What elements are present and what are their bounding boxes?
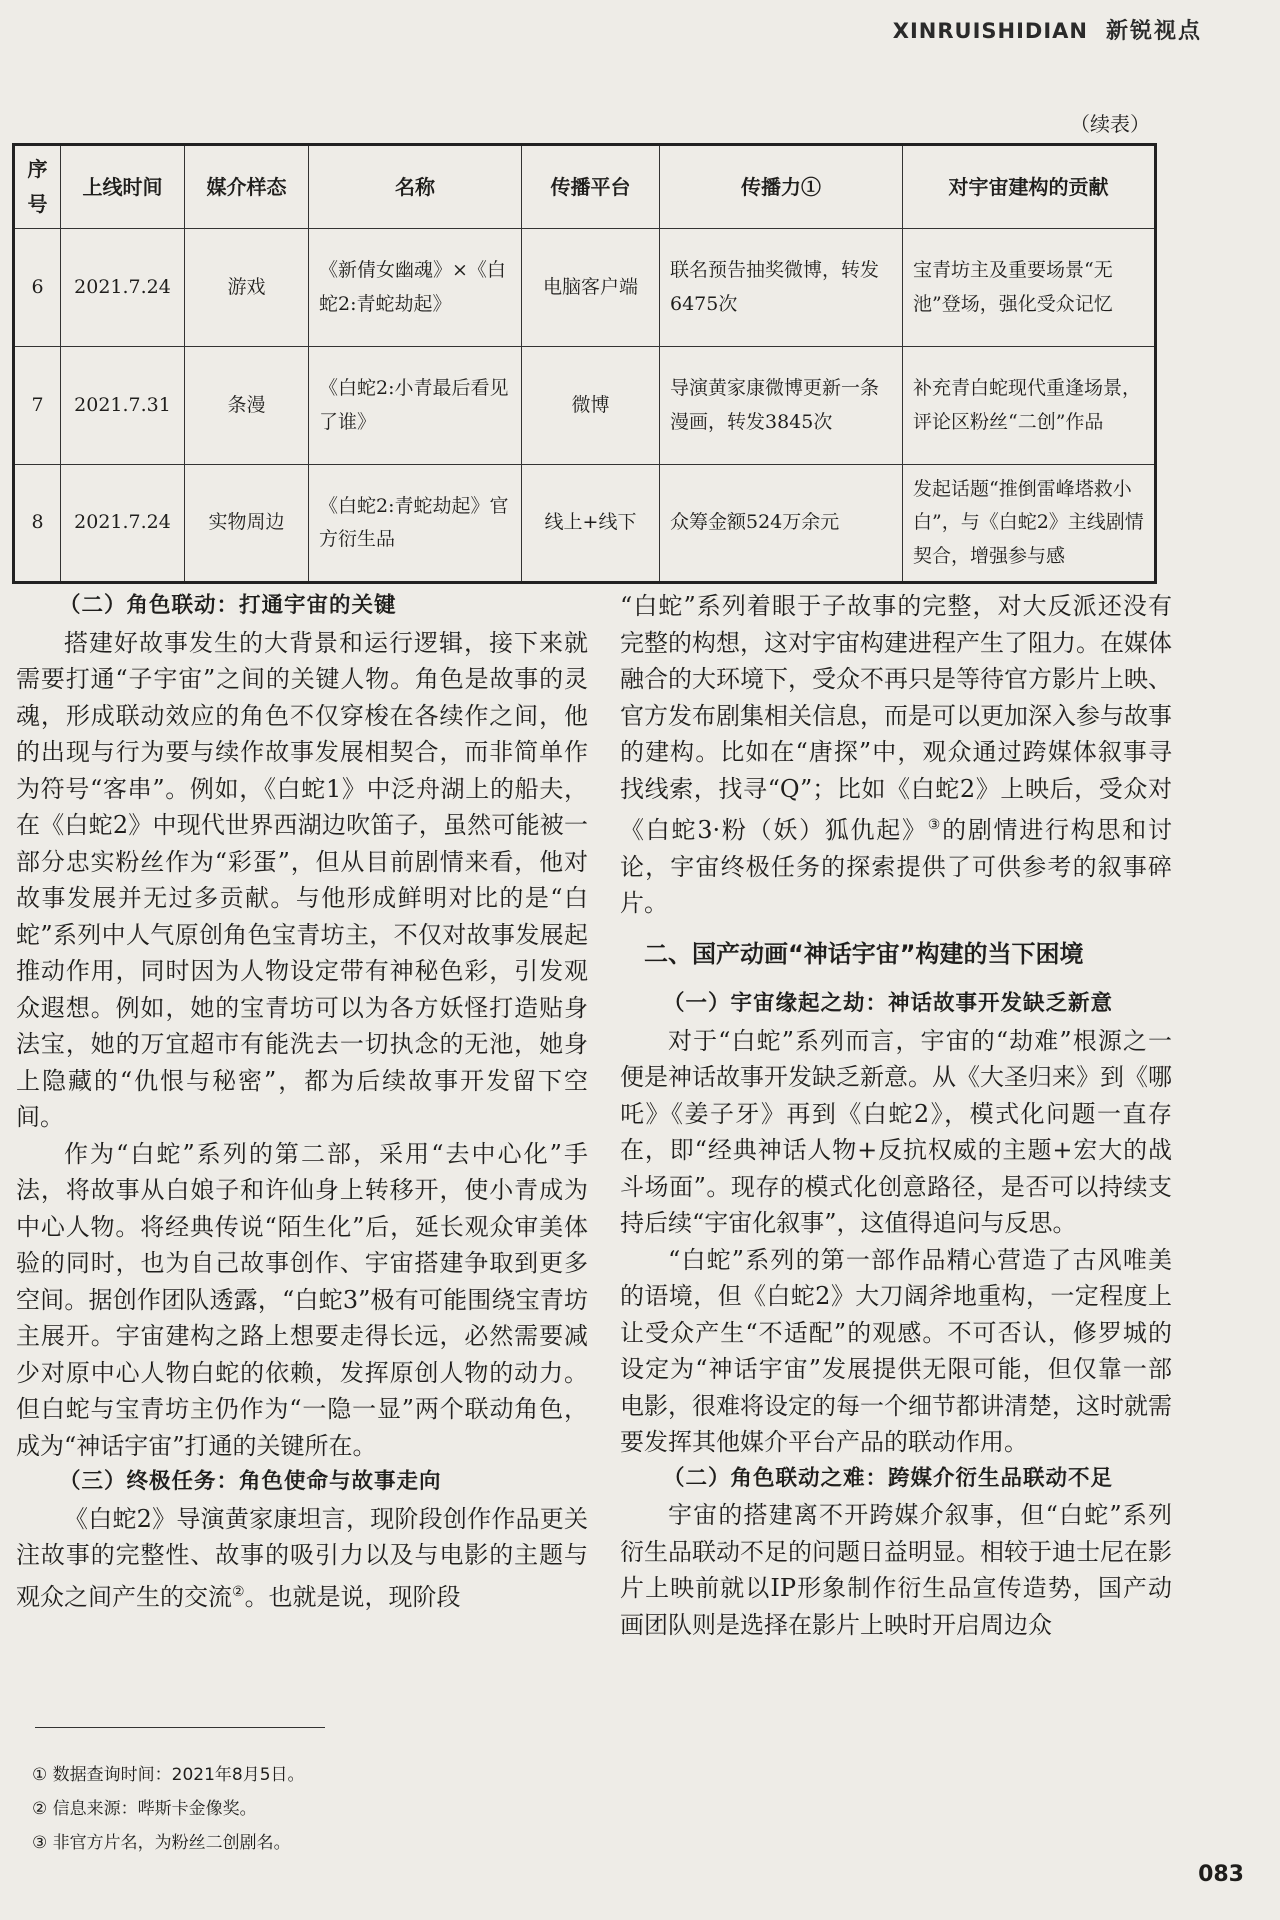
table-cell: 6: [14, 229, 61, 347]
footnote-divider: [35, 1727, 325, 1728]
header-cell: 上线时间: [61, 145, 185, 229]
table-header-row: [14, 145, 1156, 229]
table-cell: 8: [14, 465, 61, 583]
page-number: 083: [1198, 1862, 1244, 1887]
table-cell: 条漫: [185, 347, 309, 465]
paragraph: 对于“白蛇”系列而言，宇宙的“劫难”根源之一便是神话故事开发缺乏新意。从《大圣归来》到《哪吒》《姜子牙》再到《白蛇2》，模式化问题一直存在，即“经典神话人物+反抗权威的主题+宏大的战斗场面”。现存的模式化创意路径，是否可以持续支持后续“宇宙化叙事”，这值得追问与反思。: [620, 1026, 1172, 1237]
table-cell: 《白蛇2:小青最后看见了谁》: [309, 347, 522, 465]
table-cell: 《白蛇2:青蛇劫起》官方衍生品: [309, 465, 522, 583]
table-cell: 7: [14, 347, 61, 465]
section-subheading: （三）终极任务：角色使命与故事走向: [59, 1469, 442, 1494]
running-header: [893, 14, 1202, 45]
section-subheading: （一）宇宙缘起之劫：神话故事开发缺乏新意: [663, 991, 1114, 1016]
table-cell: 线上+线下: [522, 465, 660, 583]
paragraph: [620, 588, 1172, 922]
header-cell: 对宇宙建构的贡献: [903, 145, 1156, 229]
header-chinese: 新锐视点: [1105, 19, 1202, 44]
paragraph-text: 《白蛇2》导演黄家康坦言，现阶段创作作品更关注故事的完整性、故事的吸引力以及与电影的主题与观众之间产生的交流: [16, 1504, 588, 1611]
right-column: [620, 588, 1172, 1643]
paragraph: 作为“白蛇”系列的第二部，采用“去中心化”手法，将故事从白娘子和许仙身上转移开，使小青成为中心人物。将经典传说“陌生化”后，延长观众审美体验的同时，也为自己故事创作、宇宙搭建争取到更多空间。据创作团队透露，“白蛇3”极有可能围绕宝青坊主展开。宇宙建构之路上想要走得长远，必然需要减少对原中心人物白蛇的依赖，发挥原创人物的动力。但白蛇与宝青坊主仍作为“一隐一显”两个联动角色，成为“神话宇宙”打通的关键所在。: [16, 1139, 588, 1460]
paragraph-text: “白蛇”系列着眼于子故事的完整，对大反派还没有完整的构想，这对宇宙构建进程产生了阻力。在媒体融合的大环境下，受众不再只是等待官方影片上映、官方发布剧集相关信息，而是可以更加深入参与故事的建构。比如在“唐探”中，观众通过跨媒体叙事寻找线索，找寻“Q”；比如《白蛇2》上映后，受众对《白蛇3·粉（妖）狐仇起》: [620, 592, 1172, 844]
header-cell: 传播平台: [522, 145, 660, 229]
paragraph-text: 的剧情进行构思和讨论，宇宙终极任务的探索提供了可供参考的叙事碎片。: [620, 816, 1172, 917]
table-row: [14, 465, 1156, 583]
table-cell: 众筹金额524万余元: [660, 465, 903, 583]
paragraph: 宇宙的搭建离不开跨媒介叙事，但“白蛇”系列衍生品联动不足的问题日益明显。相较于迪士尼在影片上映前就以IP形象制作衍生品宣传造势，国产动画团队则是选择在影片上映时开启周边众: [620, 1501, 1172, 1639]
footnote-marker: ③: [927, 817, 943, 833]
header-latin: XINRUISHIDIAN: [892, 19, 1088, 43]
table-continued-label: （续表）: [1070, 112, 1150, 136]
table-cell: 《新倩女幽魂》×《白蛇2:青蛇劫起》: [309, 229, 522, 347]
header-cell: 名称: [309, 145, 522, 229]
paragraph-text: 。也就是说，现阶段: [244, 1582, 461, 1611]
table-cell: 实物周边: [185, 465, 309, 583]
table-cell: 电脑客户端: [522, 229, 660, 347]
table-cell: 补充青白蛇现代重逢场景，评论区粉丝“二创”作品: [903, 347, 1156, 465]
table-cell: 游戏: [185, 229, 309, 347]
header-cell: 序号: [14, 145, 61, 229]
section-subheading: （二）角色联动：打通宇宙的关键: [59, 593, 397, 618]
table-cell: 导演黄家康微博更新一条漫画，转发3845次: [660, 347, 903, 465]
paragraph: “白蛇”系列的第一部作品精心营造了古风唯美的语境，但《白蛇2》大刀阔斧地重构，一定程度上让受众产生“不适配”的观感。不可否认，修罗城的设定为“神话宇宙”发展提供无限可能，但仅靠一部电影，很难将设定的每一个细节都讲清楚，这时就需要发挥其他媒介平台产品的联动作用。: [620, 1245, 1172, 1456]
paragraph: 搭建好故事发生的大背景和运行逻辑，接下来就需要打通“子宇宙”之间的关键人物。角色是故事的灵魂，形成联动效应的角色不仅穿梭在各续作之间，他的出现与行为要与续作故事发展相契合，而非简单作为符号“客串”。例如，《白蛇1》中泛舟湖上的船夫，在《白蛇2》中现代世界西湖边吹笛子，虽然可能被一部分忠实粉丝作为“彩蛋”，但从目前剧情来看，他对故事发展并无过多贡献。与他形成鲜明对比的是“白蛇”系列中人气原创角色宝青坊主，不仅对故事发展起推动作用，同时因为人物设定带有神秘色彩，引发观众遐想。例如，她的宝青坊可以为各方妖怪打造贴身法宝，她的万宜超市有能洗去一切执念的无池，她身上隐藏的“仇恨与秘密”，都为后续故事开发留下空间。: [16, 628, 588, 1131]
footnote: ③ 非官方片名，为粉丝二创剧名。: [32, 1833, 291, 1853]
table-cell: 2021.7.24: [61, 229, 185, 347]
section-subheading: （二）角色联动之难：跨媒介衍生品联动不足: [663, 1465, 1114, 1491]
section-heading: 二、国产动画“神话宇宙”构建的当下困境: [644, 939, 1084, 968]
data-table: [12, 143, 1157, 584]
footnote: ① 数据查询时间：2021年8月5日。: [32, 1765, 305, 1785]
footnote-marker: ②: [232, 1583, 245, 1600]
left-column: [16, 588, 588, 1615]
table-row: [14, 229, 1156, 347]
header-cell: 传播力①: [660, 145, 903, 229]
paragraph: [16, 1501, 588, 1616]
table-cell: 发起话题“推倒雷峰塔救小白”，与《白蛇2》主线剧情契合，增强参与感: [903, 465, 1156, 583]
table-cell: 2021.7.24: [61, 465, 185, 583]
table-cell: 微博: [522, 347, 660, 465]
table-cell: 2021.7.31: [61, 347, 185, 465]
footnote: ② 信息来源：哔斯卡金像奖。: [32, 1799, 257, 1819]
table-cell: 联名预告抽奖微博，转发6475次: [660, 229, 903, 347]
table-cell: 宝青坊主及重要场景“无池”登场，强化受众记忆: [903, 229, 1156, 347]
table-row: [14, 347, 1156, 465]
header-cell: 媒介样态: [185, 145, 309, 229]
